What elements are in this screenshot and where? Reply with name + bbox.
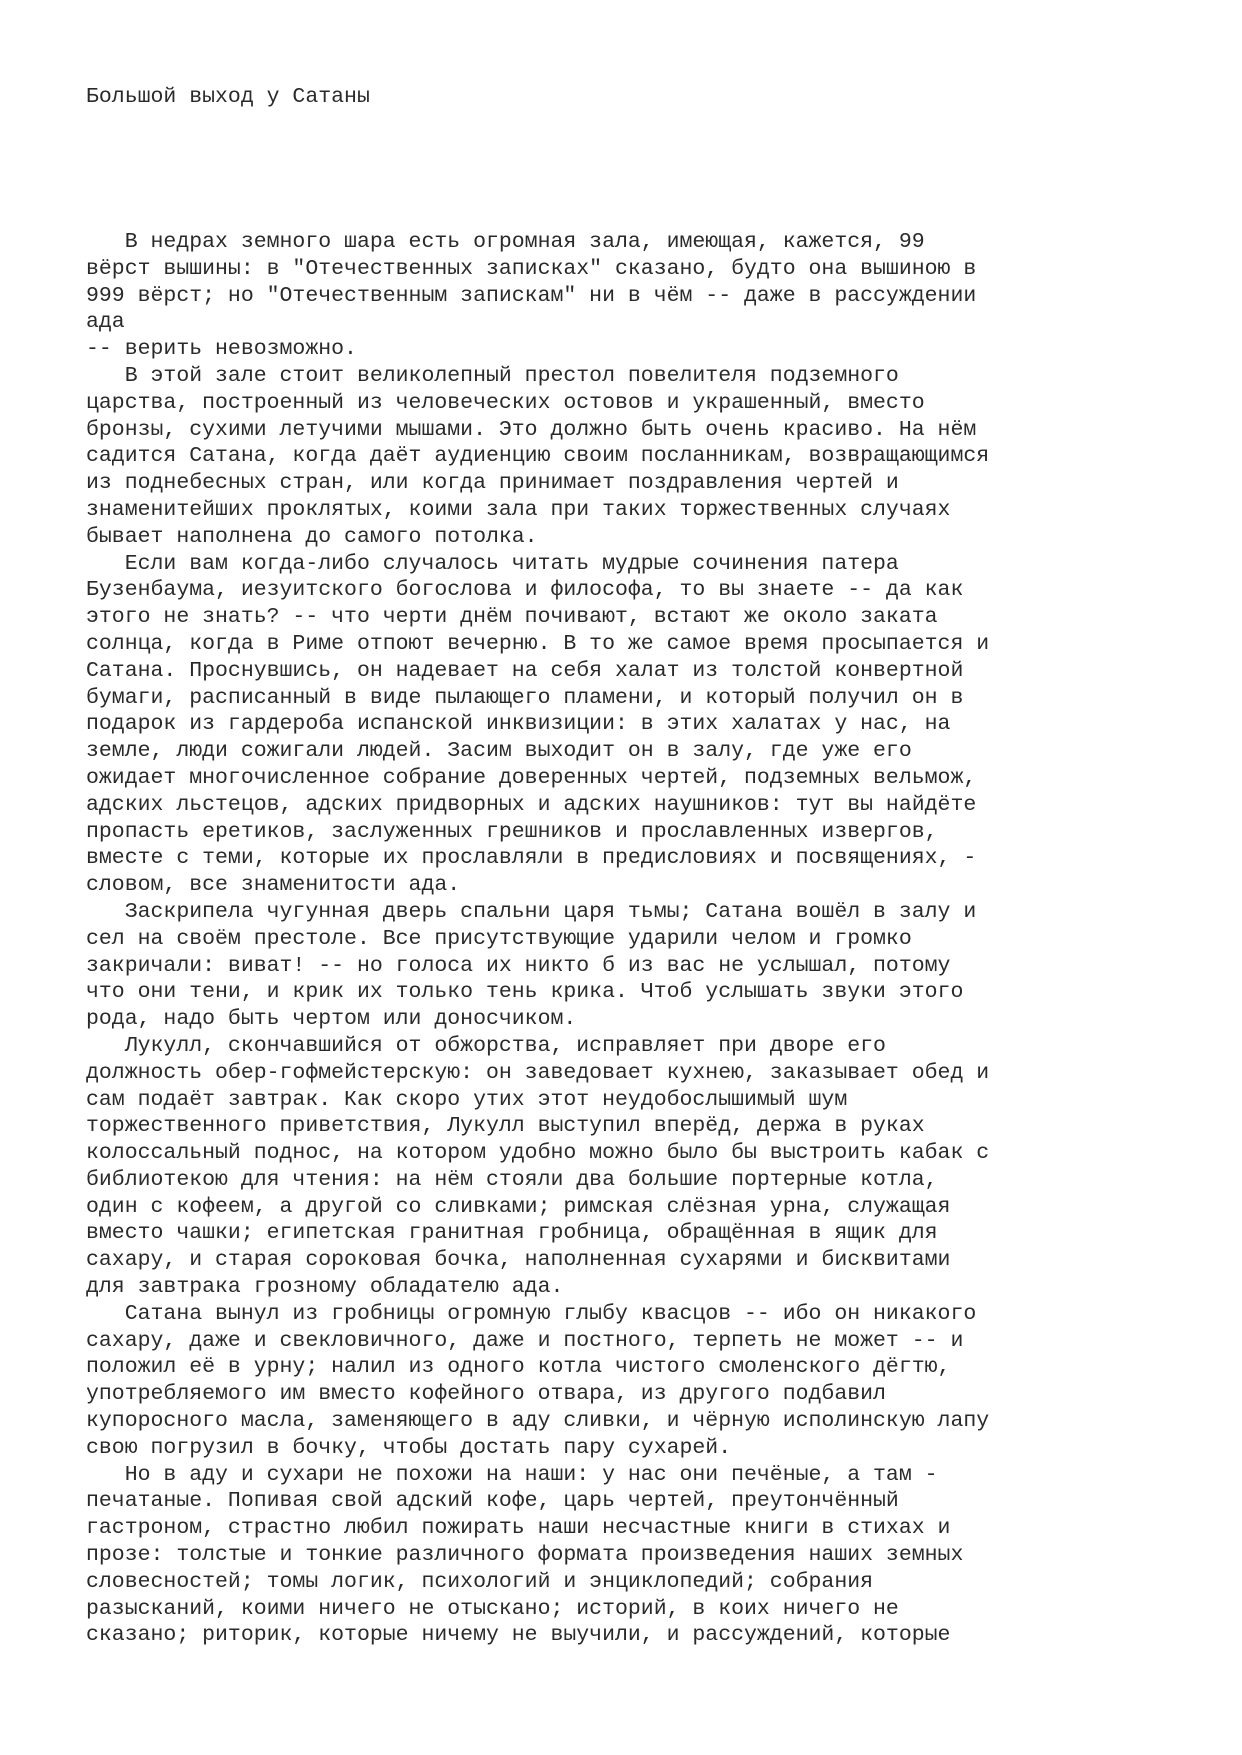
text-line: словесностей; томы логик, психологий и энциклопедий; собрания	[86, 1569, 874, 1594]
text-line: этого не знать? -- что черти днём почивают, встают же около заката	[86, 605, 938, 630]
text-line: пропасть еретиков, заслуженных грешников и прославленных извергов,	[86, 819, 938, 844]
text-line: садится Сатана, когда даёт аудиенцию своим посланникам, возвращающимся	[86, 444, 990, 469]
text-line: из поднебесных стран, или когда принимает поздравления чертей и	[86, 471, 899, 496]
text-line: царства, построенный из человеческих остовов и украшенный, вместо	[86, 390, 925, 415]
text-line: ожидает многочисленное собрание доверенных чертей, подземных вельмож,	[86, 765, 977, 790]
text-line: Сатана. Проснувшись, он надевает на себя халат из толстой конвертной	[86, 658, 964, 683]
text-line: закричали: виват! -- но голоса их никто б из вас не услышал, потому	[86, 953, 951, 978]
text-line: употребляемого им вместо кофейного отвара, из другого подбавил	[86, 1382, 886, 1407]
text-line: Если вам когда-либо случалось читать мудрые сочинения патера	[86, 551, 899, 576]
text-line: земле, люди сожигали людей. Засим выходит он в залу, где уже его	[86, 739, 912, 764]
text-line: торжественного приветствия, Лукулл выступил вперёд, держа в руках	[86, 1114, 925, 1139]
text-line: словом, все знаменитости ада.	[86, 873, 461, 898]
text-line: бывает наполнена до самого потолка.	[86, 524, 538, 549]
text-line: должность обер-гофмейстерскую: он заведовает кухнею, заказывает обед и	[86, 1060, 990, 1085]
text-line: прозе: толстые и тонкие различного формата произведения наших земных	[86, 1543, 964, 1568]
text-line: библиотекою для чтения: на нём стояли два большие портерные котла,	[86, 1167, 938, 1192]
text-line: ада	[86, 310, 125, 335]
text-line: сказано; риторик, которые ничему не выучили, и рассуждений, которые	[86, 1623, 951, 1648]
text-line: что они тени, и крик их только тень крика. Чтоб услышать звуки этого	[86, 980, 964, 1005]
text-line: сам подаёт завтрак. Как скоро утих этот неудобослышимый шум	[86, 1087, 848, 1112]
text-line: бронзы, сухими летучими мышами. Это должно быть очень красиво. На нём	[86, 417, 977, 442]
text-line: для завтрака грозному обладателю ада.	[86, 1275, 564, 1300]
text-line: солнца, когда в Риме отпоют вечерню. В то же самое время просыпается и	[86, 631, 990, 656]
text-line: сел на своём престоле. Все присутствующие ударили челом и громко	[86, 926, 912, 951]
text-line: знаменитейших проклятых, коими зала при таких торжественных случаях	[86, 497, 951, 522]
text-line: колоссальный поднос, на котором удобно можно было бы выстроить кабак с	[86, 1141, 990, 1166]
page-title: Большой выход у Сатаны	[86, 85, 370, 109]
text-line: рода, надо быть чертом или доносчиком.	[86, 1007, 577, 1032]
text-line: бумаги, расписанный в виде пылающего пламени, и который получил он в	[86, 685, 964, 710]
text-line: 999 вёрст; но "Отечественным запискам" ни в чём -- даже в рассуждении	[86, 283, 977, 308]
text-line: Но в аду и сухари не похожи на наши: у нас они печёные, а там -	[86, 1462, 938, 1487]
body-text	[86, 229, 1166, 1649]
text-line: адских льстецов, адских придворных и адских наушников: тут вы найдёте	[86, 792, 977, 817]
text-line: В недрах земного шара есть огромная зала, имеющая, кажется, 99	[86, 230, 925, 254]
text-line: В этой зале стоит великолепный престол повелителя подземного	[86, 363, 899, 388]
text-line: сахару, даже и свекловичного, даже и постного, терпеть не может -- и	[86, 1328, 964, 1353]
text-line: Сатана вынул из гробницы огромную глыбу квасцов -- ибо он никакого	[86, 1301, 977, 1326]
text-line: подарок из гардероба испанской инквизиции: в этих халатах у нас, на	[86, 712, 951, 737]
text-line: положил её в урну; налил из одного котла чистого смоленского дёгтю,	[86, 1355, 951, 1380]
text-line: купоросного масла, заменяющего в аду сливки, и чёрную исполинскую лапу	[86, 1409, 990, 1434]
text-line: разысканий, коими ничего не отыскано; историй, в коих ничего не	[86, 1596, 899, 1621]
text-line: вёрст вышины: в "Отечественных записках" сказано, будто она вышиною в	[86, 256, 977, 281]
text-line: вместо чашки; египетская гранитная гробница, обращённая в ящик для	[86, 1221, 938, 1246]
text-line: свою погрузил в бочку, чтобы достать пару сухарей.	[86, 1435, 732, 1460]
text-line: Бузенбаума, иезуитского богослова и философа, то вы знаете -- да как	[86, 578, 964, 603]
text-line: Лукулл, скончавшийся от обжорства, исправляет при дворе его	[86, 1033, 886, 1058]
text-line: сахару, и старая сороковая бочка, наполненная сухарями и бисквитами	[86, 1248, 951, 1273]
text-line: один с кофеем, а другой со сливками; римская слёзная урна, служащая	[86, 1194, 951, 1219]
text-line: вместе с теми, которые их прославляли в предисловиях и посвящениях, -	[86, 846, 977, 871]
text-line: Заскрипела чугунная дверь спальни царя тьмы; Сатана вошёл в залу и	[86, 899, 977, 924]
text-line: -- верить невозможно.	[86, 337, 357, 362]
text-line: гастроном, страстно любил пожирать наши несчастные книги в стихах и	[86, 1516, 951, 1541]
text-line: печатаные. Попивая свой адский кофе, царь чертей, преутончённый	[86, 1489, 899, 1514]
